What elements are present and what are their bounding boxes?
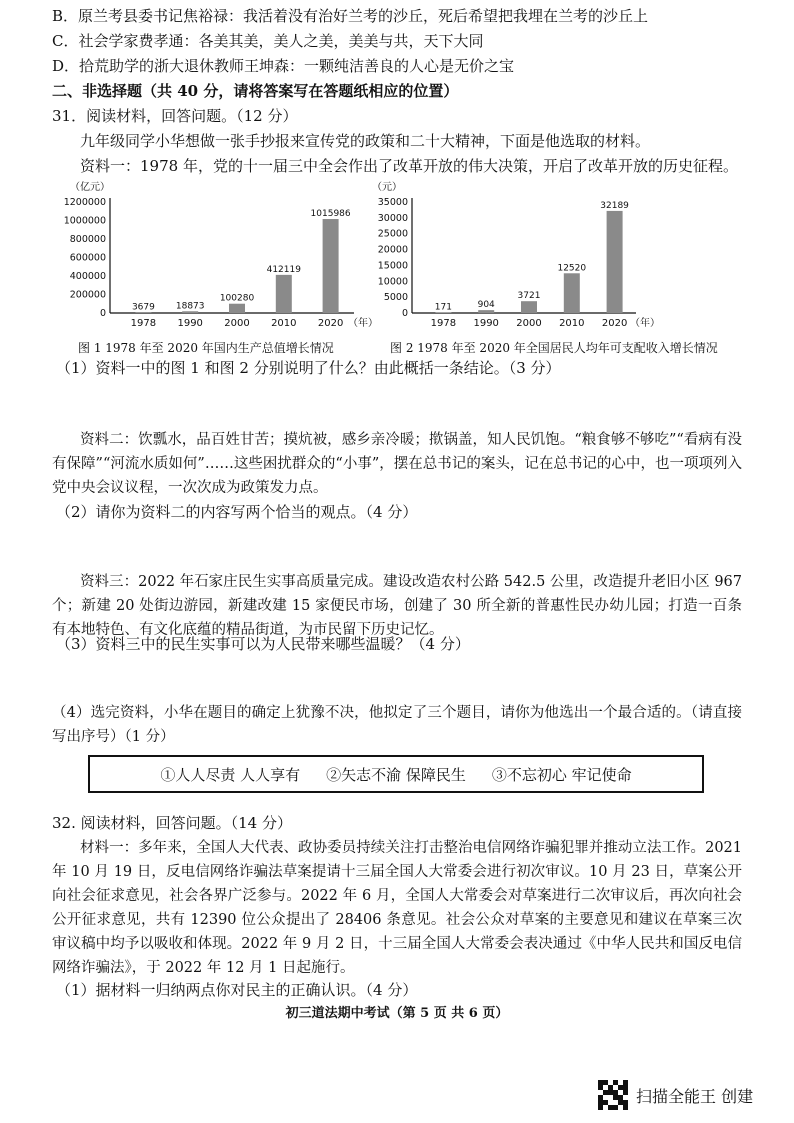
q31-question-2: （2）请你为资料二的内容写两个恰当的观点。（4 分）	[56, 503, 418, 521]
chart2-data-label-4: 32189	[600, 200, 629, 211]
chart2-bar-0	[435, 312, 451, 313]
chart2-bar-4	[607, 211, 623, 313]
q31-intro: 九年级同学小华想做一张手抄报来宣传党的政策和二十大精神，下面是他选取的材料。	[80, 132, 651, 150]
chart1-data-label-3: 412119	[266, 264, 301, 275]
chart1-data-label-1: 18873	[175, 301, 205, 312]
q31-material-3: 资料三：2022 年石家庄民生实事高质量完成。建设改造农村公路 542.5 公里，改造提升老旧小区 967 个；新建 20 处街边游园，新建改建 15 家便民市场，创建了 30 所全新的普惠性民办幼儿园；打造一百条有本地特色、有文化底蕴的精品街道，为市民留下历史记忆。	[52, 574, 742, 638]
q31-material-2: 资料二：饮瓢水，品百姓甘苦；摸炕被，感乡亲冷暖；揿锅盖，知人民饥饱。“粮食够不够吃”“看病有没有保障”“河流水质如何”……这些困扰群众的“小事”，摆在总书记的案头，记在总书记的心中，也一项项列入党中央会议议程，一次次成为政策发力点。	[52, 432, 742, 496]
option-b: B．原兰考县委书记焦裕禄：我活着没有治好兰考的沙丘，死后希望把我埋在兰考的沙丘上	[52, 7, 649, 25]
chart1-ytick-6: 1200000	[63, 197, 106, 208]
chart1-data-label-2: 100280	[219, 293, 255, 304]
chart1-ytick-0: 0	[99, 308, 106, 319]
chart2-ytick-1: 5000	[383, 292, 408, 304]
chart1-xtick-0: 1978	[130, 318, 157, 329]
chart1-ytick-2: 400000	[69, 271, 106, 282]
chart2-ytick-3: 15000	[377, 260, 408, 272]
chart1-ylabel: （亿元）	[70, 182, 110, 193]
chart2-bar-2	[521, 301, 537, 313]
chart1-xtick-3: 2010	[271, 318, 297, 329]
option-d: D．拾荒助学的浙大退休教师王坤森：一颗纯洁善良的人心是无价之宝	[52, 57, 515, 75]
chart2-ytick-2: 10000	[377, 276, 408, 288]
chart2-xtick-2: 2000	[516, 318, 542, 329]
chart2-ytick-4: 20000	[377, 244, 408, 256]
qr-code-icon	[598, 1080, 628, 1110]
chart1-ytick-3: 600000	[69, 252, 106, 264]
chart2-data-label-0: 171	[434, 302, 452, 313]
chart2-xlabel: （年）	[630, 318, 660, 329]
chart2-data-label-3: 12520	[557, 263, 587, 274]
option-c: C．社会学家费孝通：各美其美，美人之美，美美与共，天下大同	[52, 32, 484, 50]
q31-material-1: 资料一：1978 年，党的十一届三中全会作出了改革开放的伟大决策，开启了改革开放的历史征程。	[80, 157, 738, 175]
chart2-data-label-1: 904	[477, 300, 495, 311]
chart1-bar-1	[182, 311, 198, 313]
chart1-caption: 图 1 1978 年至 2020 年国内生产总值增长情况	[78, 341, 334, 355]
chart2-xtick-1: 1990	[473, 318, 499, 329]
chart2-ylabel: （元）	[372, 182, 402, 193]
choice-2: ②矢志不渝 保障民生	[326, 765, 466, 784]
title-choices-box	[88, 755, 704, 793]
chart2-bar-1	[478, 310, 494, 313]
chart2-caption: 图 2 1978 年至 2020 年全国居民人均年可支配收入增长情况	[390, 341, 718, 355]
chart1-ytick-1: 200000	[69, 289, 106, 301]
chart1-xtick-2: 2000	[224, 318, 250, 329]
page-footer: 初三道法期中考试（第 5 页 共 6 页）	[285, 1006, 509, 1021]
scanner-watermark	[598, 1080, 753, 1110]
chart1-bar-3	[276, 275, 292, 313]
chart2-ytick-7: 35000	[377, 197, 408, 208]
chart2-xtick-4: 2020	[601, 318, 628, 329]
q31-question-3: （3）资料三中的民生实事可以为人民带来哪些温暖？（4 分）	[56, 635, 470, 653]
chart2-xtick-0: 1978	[430, 318, 457, 329]
section-heading: 二、非选择题（共 40 分，请将答案写在答题纸相应的位置）	[52, 82, 459, 100]
chart1-xlabel: （年）	[348, 318, 378, 329]
chart2-bar-3	[564, 273, 580, 313]
q31-question-4: （4）选完资料，小华在题目的确定上犹豫不决，他拟定了三个题目，请你为他选出一个最合适的。（请直接写出序号）（1 分）	[52, 705, 742, 745]
chart2-ytick-6: 30000	[377, 212, 408, 224]
chart1-ytick-5: 1000000	[63, 215, 106, 227]
chart2-ytick-0: 0	[401, 308, 408, 319]
q32-material-1: 材料一：多年来，全国人大代表、政协委员持续关注打击整治电信网络诈骗犯罪并推动立法工作。2021 年 10 月 19 日，反电信网络诈骗法草案提请十三届全国人大常委会进行初次审议。10 月 23 日，草案公开向社会征求意见，社会各界广泛参与。2022 年 6 月，全国人大常委会对草案进行二次审议后，再次向社会公开征求意见，共有 12390 位公众提出了 28406 条意见。社会公众对草案的主要意见和建议在草案三次审议稿中均予以吸收和体现。2022 年 9 月 2 日，十三届全国人大常委会表决通过《中华人民共和国反电信网络诈骗法》，于 2022 年 12 月 1 日起施行。	[52, 840, 742, 976]
chart2-ytick-5: 25000	[377, 228, 408, 240]
choice-1: ①人人尽责 人人享有	[160, 765, 301, 784]
q32-question-1: （1）据材料一归纳两点你对民主的正确认识。（4 分）	[56, 981, 418, 999]
choice-3: ③不忘初心 牢记使命	[491, 765, 632, 784]
chart1-data-label-0: 3679	[131, 302, 155, 313]
chart1-bar-4	[323, 219, 339, 313]
chart2-data-label-2: 3721	[517, 291, 541, 302]
chart2-xtick-3: 2010	[559, 318, 585, 329]
chart1-ytick-4: 800000	[69, 234, 106, 245]
chart1-xtick-1: 1990	[177, 318, 203, 329]
q31-title: 31．阅读材料，回答问题。（12 分）	[52, 107, 298, 125]
chart1-xtick-4: 2020	[317, 318, 344, 329]
q31-question-1: （1）资料一中的图 1 和图 2 分别说明了什么？由此概括一条结论。（3 分）	[56, 359, 561, 377]
chart1-data-label-4: 1015986	[310, 209, 351, 220]
gdp-bar-chart	[52, 180, 378, 330]
income-bar-chart	[368, 180, 658, 330]
watermark-text: 扫描全能王 创建	[636, 1086, 754, 1106]
chart1-bar-2	[229, 304, 245, 313]
q32-title: 32. 阅读材料，回答问题。（14 分）	[52, 814, 292, 832]
